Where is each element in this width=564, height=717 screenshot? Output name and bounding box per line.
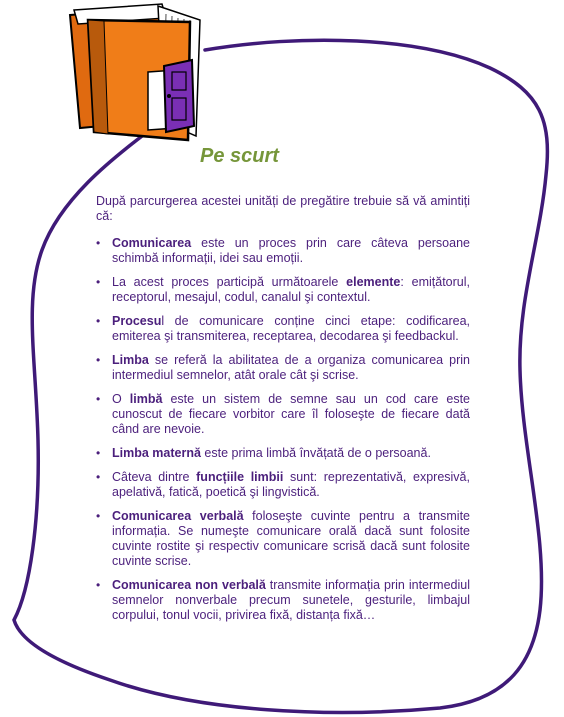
- bullet-dot-icon: •: [96, 470, 101, 484]
- list-item-keyword: Procesu: [112, 314, 162, 328]
- bullet-dot-icon: •: [96, 509, 101, 523]
- bullet-dot-icon: •: [96, 578, 101, 592]
- list-item: [96, 353, 470, 383]
- bullet-dot-icon: •: [96, 353, 101, 367]
- list-item-keyword: funcțiile limbii: [196, 470, 284, 484]
- page-title: Pe scurt: [200, 145, 279, 167]
- list-item-text: transmite informația prin intermediul semnelor nonverbale precum sunetele, gesturile, limbajul corpului, tonul vocii, privirea fixă, distanța fixă…: [112, 578, 470, 622]
- door-knob: [167, 94, 171, 98]
- list-item-text: l de comunicare conține cinci etape: codificarea, emiterea şi transmiterea, receptarea, decodarea şi feedbackul.: [112, 314, 470, 343]
- list-item-keyword: Limba maternă: [112, 446, 201, 460]
- list-item: [96, 314, 470, 344]
- bullet-dot-icon: •: [96, 314, 101, 328]
- list-item-text: foloseşte cuvinte pentru a transmite informația. Se numeşte comunicare orală dacă sunt folosite cuvinte rostite şi respectiv comunicare scrisă dacă sunt folosite cuvinte scrise.: [112, 509, 470, 568]
- list-item-keyword: Comunicarea non verbală: [112, 578, 266, 592]
- list-item: [96, 275, 470, 305]
- list-item-text: este prima limbă învățată de o persoană.: [200, 446, 431, 460]
- list-item: [96, 392, 470, 437]
- list-item: [96, 578, 470, 623]
- bullet-dot-icon: •: [96, 392, 101, 406]
- list-item-text: este un proces prin care câteva persoane schimbă informații, idei sau emoții.: [112, 236, 470, 265]
- list-item-text: : emițătorul, receptorul, mesajul, codul, canalul şi contextul.: [112, 275, 470, 304]
- list-item-keyword: elemente: [346, 275, 401, 289]
- list-item-text: sunt: reprezentativă, expresivă, apelativă, fatică, poetică şi lingvistică.: [112, 470, 470, 499]
- list-item-prefix: La acest proces participă următoarele: [112, 275, 347, 289]
- summary-list: [96, 236, 470, 632]
- intro-text: După parcurgerea acestei unități de pregătire trebuie să vă amintiți că:: [96, 194, 470, 223]
- list-item-text: este un sistem de semne sau un cod care este cunoscut de fiecare vorbitor care îl foloseşte de fiecare dată când are nevoie.: [112, 392, 470, 436]
- list-item-text: se referă la abilitatea de a organiza comunicarea prin intermediul semnelor, atât orale cât şi scrise.: [112, 353, 470, 382]
- list-item-keyword: limbă: [129, 392, 163, 406]
- list-item-keyword: Comunicarea verbală: [112, 509, 244, 523]
- list-item: [96, 446, 470, 461]
- bullet-dot-icon: •: [96, 275, 101, 289]
- list-item: [96, 236, 470, 266]
- book-door-icon: [60, 0, 206, 146]
- bullet-dot-icon: •: [96, 236, 101, 250]
- list-item: [96, 470, 470, 500]
- bullet-dot-icon: •: [96, 446, 101, 460]
- list-item-keyword: Limba: [112, 353, 149, 367]
- list-item-prefix: Câteva dintre: [112, 470, 197, 484]
- list-item-keyword: Comunicarea: [112, 236, 192, 250]
- list-item: [96, 509, 470, 569]
- list-item-prefix: O: [112, 392, 130, 406]
